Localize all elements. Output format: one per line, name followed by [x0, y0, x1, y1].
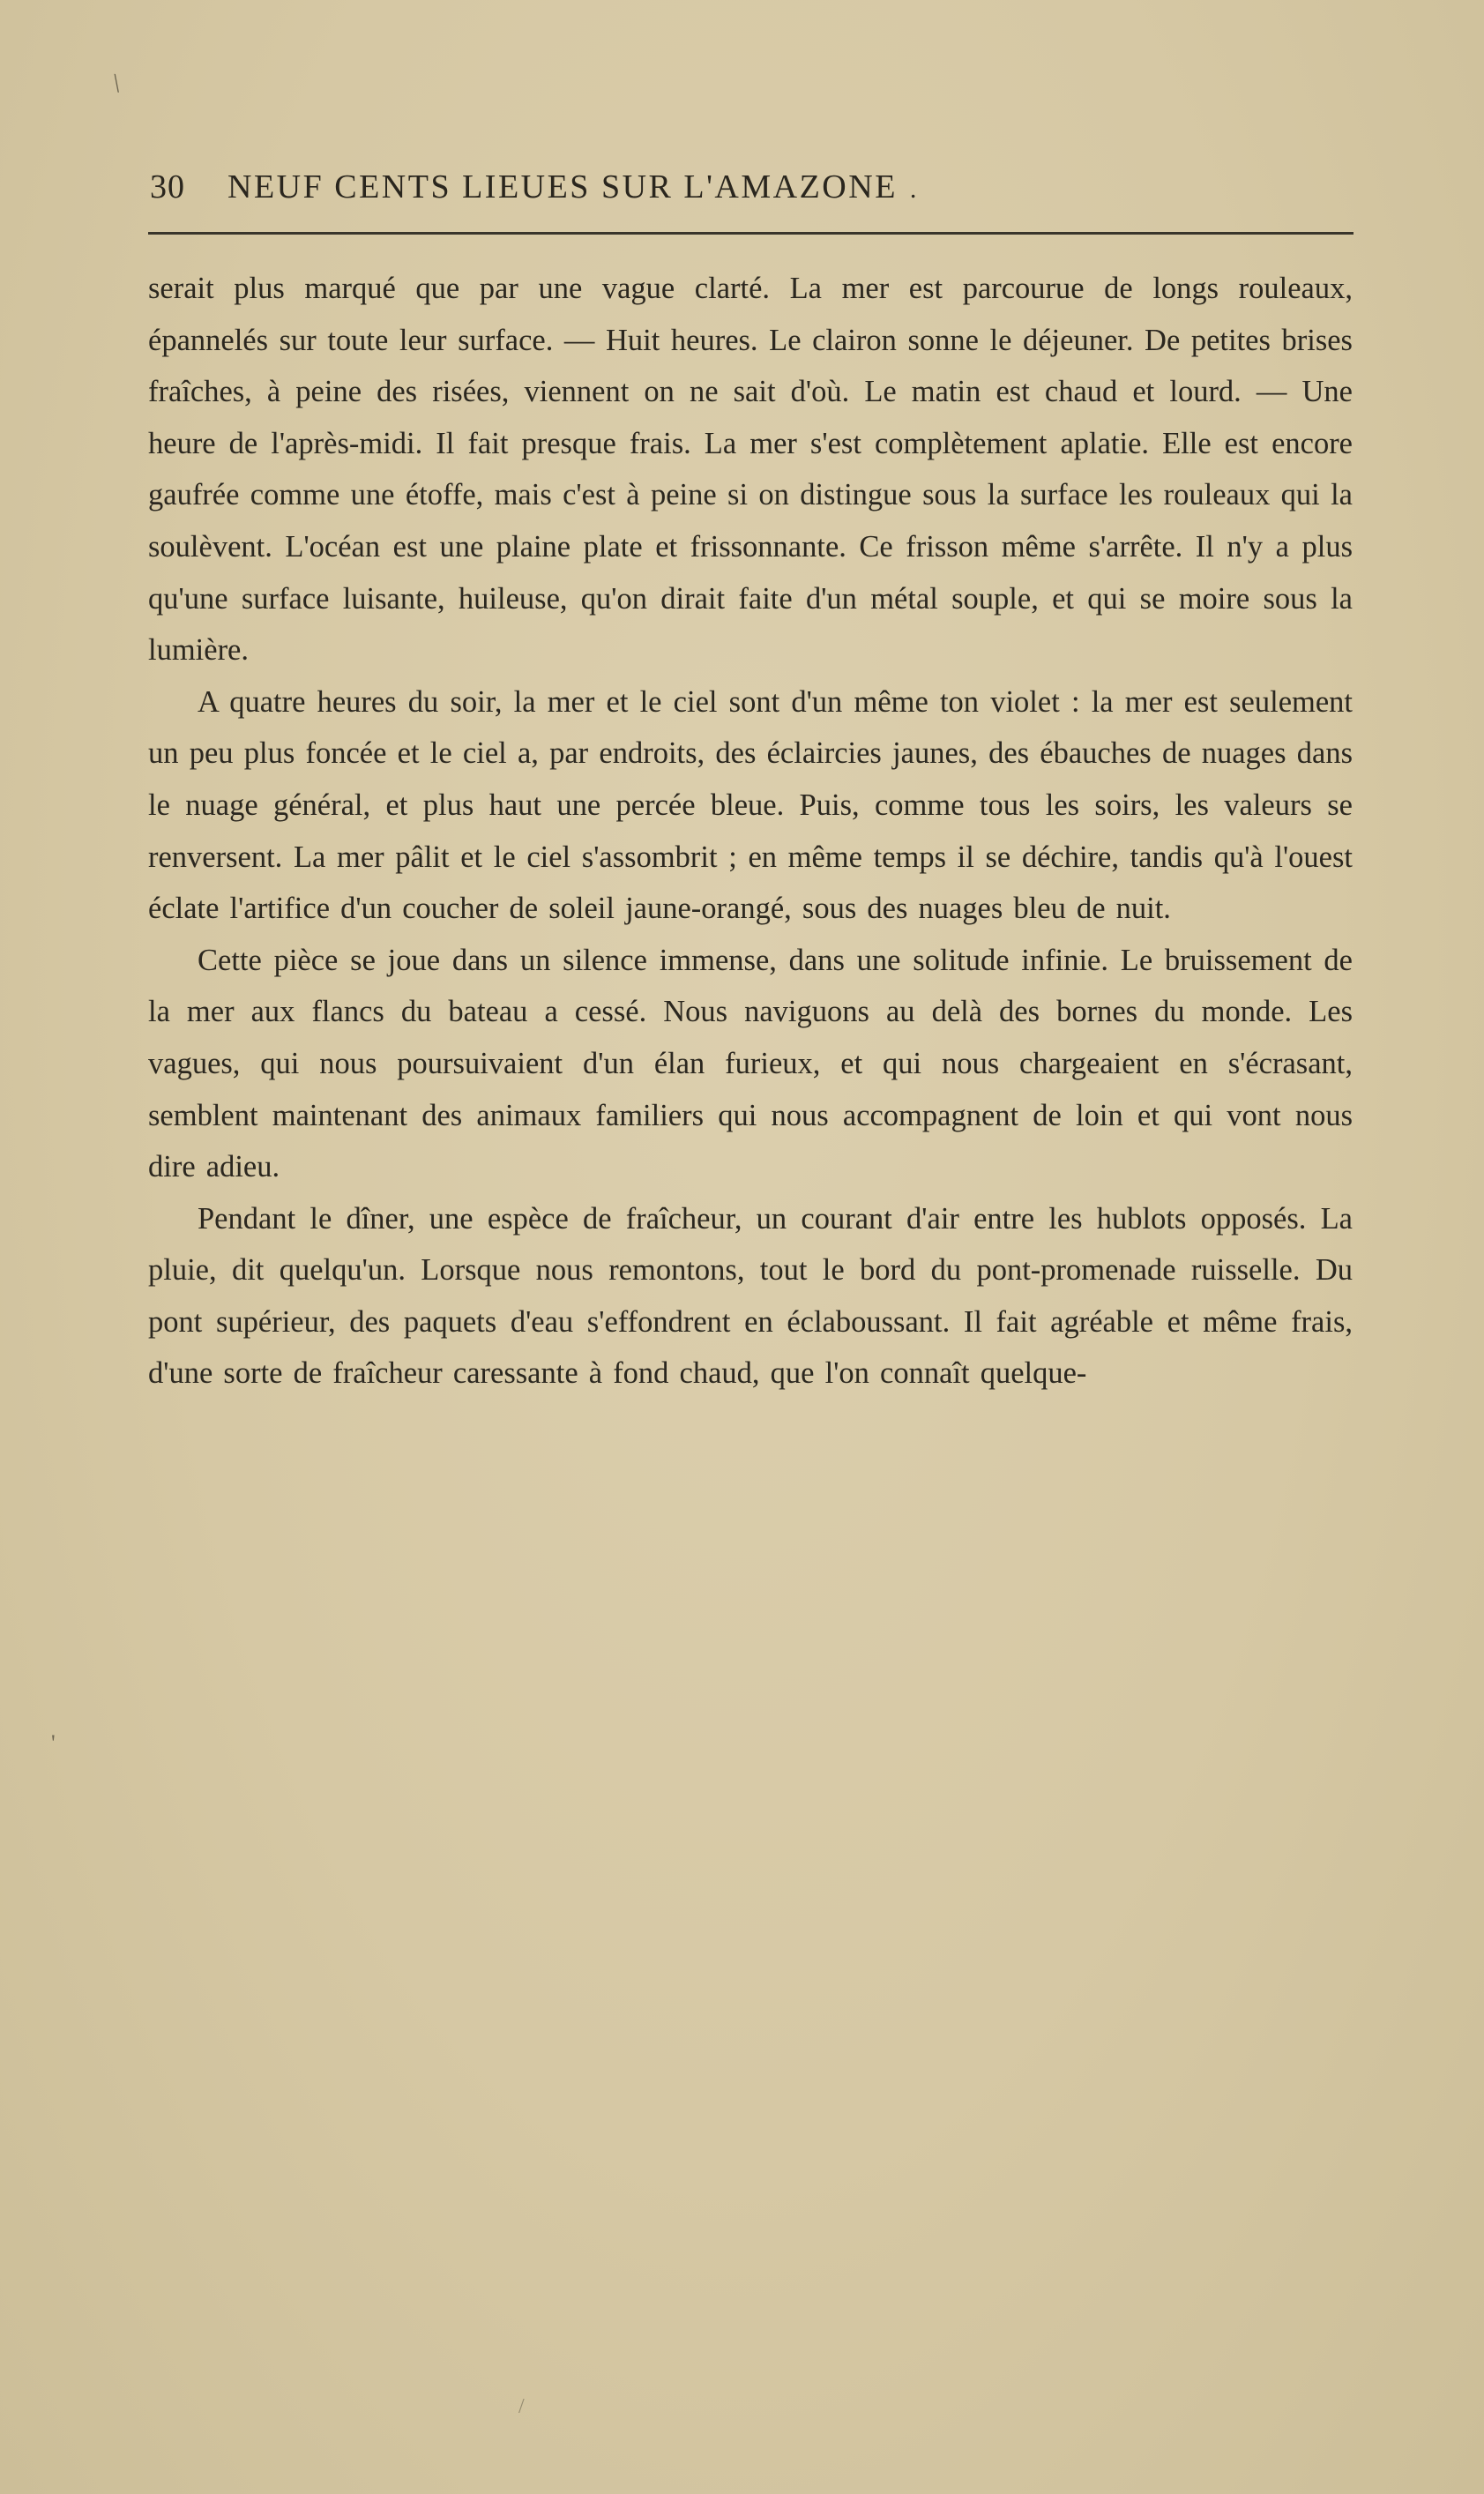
- page-number: 30: [150, 168, 185, 205]
- text-block: [148, 263, 1353, 1400]
- paragraph-2: A quatre heures du soir, la mer et le ciel sont d'un même ton violet : la mer est seulement un peu plus foncée et le ciel a, par endroits, des éclaircies jaunes, des ébauches de nuages dans le nuage général, et plus haut une percée bleue. Puis, comme tous les soirs, les valeurs se renversent. La mer pâlit et le ciel s'assombrit ; en même temps il se déchire, tandis qu'à l'ouest éclate l'artifice d'un coucher de soleil jaune-orangé, sous des nuages bleu de nuit.: [148, 684, 1353, 926]
- scan-artifact-left-mid: ': [51, 1730, 56, 1756]
- scan-artifact-bottom: /: [518, 2395, 525, 2418]
- paragraph-3: Cette pièce se joue dans un silence immense, dans une solitude infinie. Le bruissement de la mer aux flancs du bateau a cessé. Nous naviguons au delà des bornes du monde. Les vagues, qui nous poursuivaient d'un élan furieux, et qui nous chargeaient en s'écrasant, semblent maintenant des animaux familiers qui nous accompagnent de loin et qui vont nous dire adieu.: [148, 943, 1353, 1184]
- scan-artifact-top-left: \: [110, 68, 123, 99]
- header-rule: [148, 232, 1353, 235]
- header-ornament-dot: .: [909, 175, 917, 204]
- running-title: NEUF CENTS LIEUES SUR L'AMAZONE: [227, 168, 898, 205]
- paragraph-1: serait plus marqué que par une vague clarté. La mer est parcourue de longs rouleaux, épannelés sur toute leur surface. — Huit heures. Le clairon sonne le déjeuner. De petites brises fraîches, à peine des risées, viennent on ne sait d'où. Le matin est chaud et lourd. — Une heure de l'après-midi. Il fait presque frais. La mer s'est complètement aplatie. Elle est encore gaufrée comme une étoffe, mais c'est à peine si on distingue sous la surface les rouleaux qui la soulèvent. L'océan est une plaine plate et frissonnante. Ce frisson même s'arrête. Il n'y a plus qu'une surface luisante, huileuse, qu'on dirait faite d'un métal souple, et qui se moire sous la lumière.: [148, 272, 1353, 668]
- paragraph-4: Pendant le dîner, une espèce de fraîcheur, un courant d'air entre les hublots opposés. La pluie, dit quelqu'un. Lorsque nous remontons, tout le bord du pont-promenade ruisselle. Du pont supérieur, des paquets d'eau s'effondrent en éclaboussant. Il fait agréable et même frais, d'une sorte de fraîcheur caressante à fond chaud, que l'on connaît quelque-: [148, 1201, 1353, 1391]
- page-header: [150, 168, 1352, 206]
